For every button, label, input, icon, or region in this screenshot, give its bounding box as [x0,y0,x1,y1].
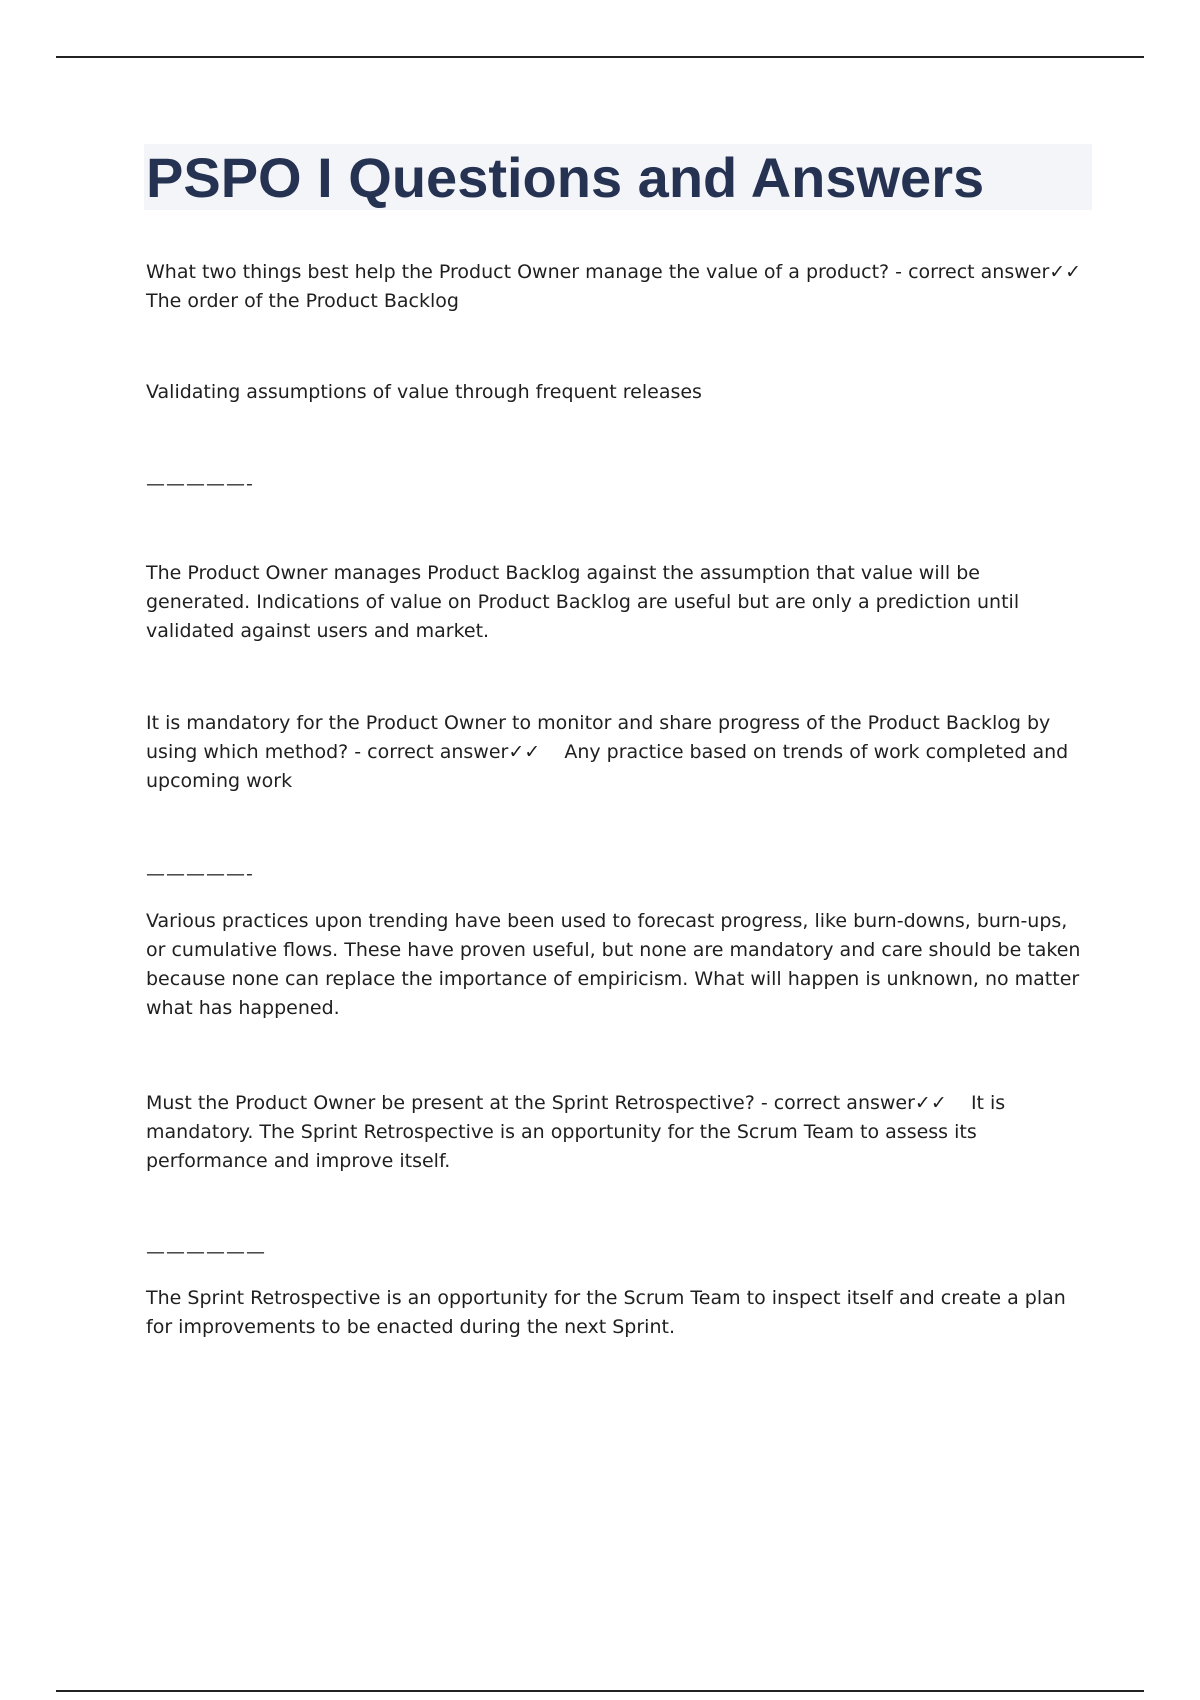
question-3: Must the Product Owner be present at the Sprint Retrospective? - correct answer✓✓ [146,1092,947,1114]
answer-1-continued: Validating assumptions of value through frequent releases [146,381,702,403]
explanation-2: Various practices upon trending have been used to forecast progress, like burn-downs, burn-ups, or cumulative flows. These have proven useful, but none are mandatory and care should be taken because none can replace the importance of empiricism. What will happen is unknown, no matter what has happened. [146,910,1081,1019]
separator-2: —————- [146,863,254,885]
answer-1: The order of the Product Backlog [146,290,459,312]
qa-block-3 [146,1089,1086,1176]
header-rule [56,56,1144,58]
footer-rule [56,1690,1144,1692]
document-title: PSPO I Questions and Answers [146,146,985,209]
explanation-3: The Sprint Retrospective is an opportunity for the Scrum Team to inspect itself and create a plan for improvements to be enacted during the next Sprint. [146,1287,1066,1338]
answer-2: Any practice based on trends of work completed and upcoming work [146,741,1069,792]
question-2: It is mandatory for the Product Owner to monitor and share progress of the Product Backlog by using which method? - correct answer✓✓ [146,712,1051,763]
separator-1: —————- [146,473,254,495]
question-1: What two things best help the Product Owner manage the value of a product? - correct answer✓✓ [146,261,1082,283]
qa-block-1 [146,258,1086,316]
answer-3: It is mandatory. The Sprint Retrospective is an opportunity for the Scrum Team to assess its performance and improve itself. [146,1092,1006,1172]
separator-3: —————— [146,1241,266,1263]
explanation-1: The Product Owner manages Product Backlog against the assumption that value will be generated. Indications of value on Product Backlog are useful but are only a prediction until validated against users and market. [146,562,1020,642]
qa-block-2 [146,709,1086,796]
